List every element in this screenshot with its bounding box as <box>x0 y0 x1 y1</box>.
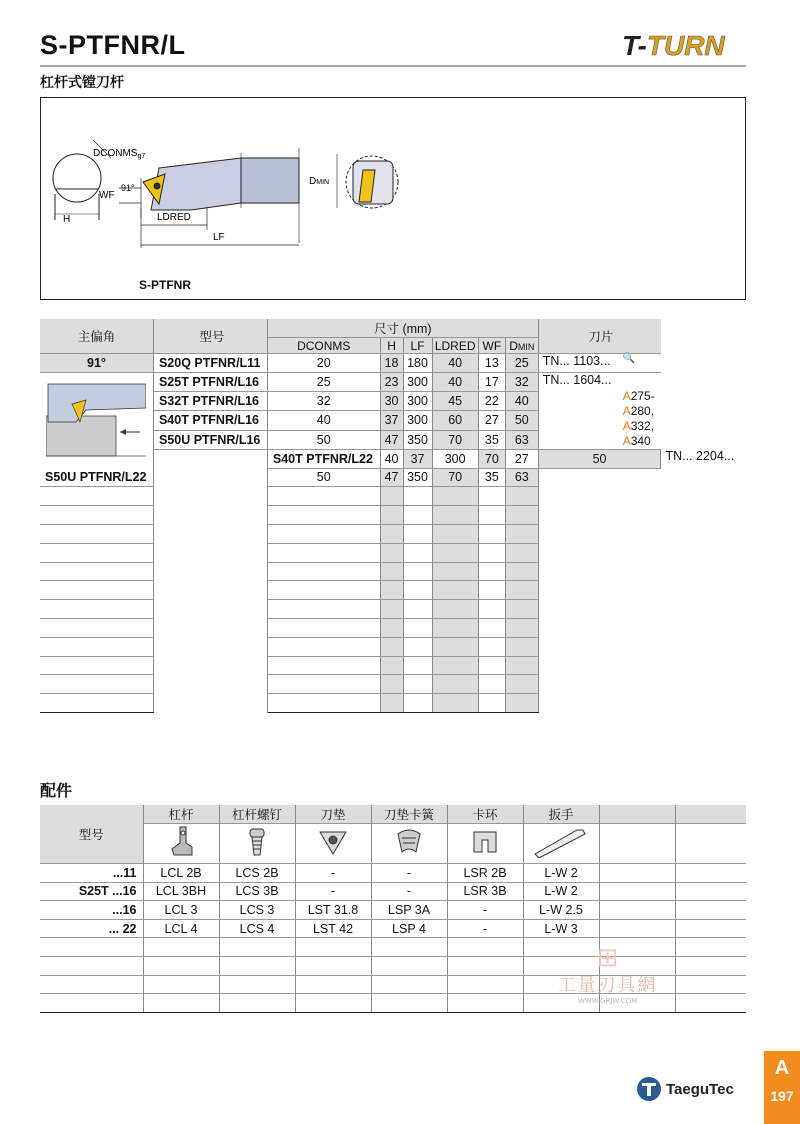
empty-row <box>40 675 746 694</box>
empty-row <box>40 562 746 581</box>
acc-col-shim-clip: 刀垫卡簧 <box>371 805 447 824</box>
cell: 50 <box>267 430 380 449</box>
cell: 180 <box>403 354 432 373</box>
cell: 70 <box>478 449 505 468</box>
page-number: 197 <box>770 1088 794 1104</box>
cell: 30 <box>380 392 403 411</box>
dim-ldred-label: LDRED <box>157 212 191 223</box>
cell: 50 <box>267 468 380 487</box>
empty-row <box>40 581 746 600</box>
acc-model-cell: ...16 <box>40 901 143 920</box>
shim-icon <box>295 824 371 864</box>
cell: - <box>295 864 371 883</box>
dim-lf-label: LF <box>213 232 225 243</box>
cell: 300 <box>403 372 432 391</box>
cell: - <box>295 882 371 901</box>
cell: - <box>371 864 447 883</box>
acc-model-cell: ... 22 <box>40 919 143 938</box>
cell: 18 <box>380 354 403 373</box>
cell: 63 <box>505 430 538 449</box>
acc-col-empty <box>599 805 675 824</box>
watermark-logo-icon: ⊞ <box>596 943 619 973</box>
empty-row <box>40 487 746 506</box>
cell: 45 <box>432 392 478 411</box>
shim-clip-icon <box>371 824 447 864</box>
empty-row <box>40 637 746 656</box>
insert-cell: TN... 1103... <box>538 354 661 373</box>
cell: 40 <box>432 372 478 391</box>
cell: 32 <box>267 392 380 411</box>
cell: LCS 4 <box>219 919 295 938</box>
cell: LSR 3B <box>447 882 523 901</box>
col-header-model: 型号 <box>153 319 267 354</box>
empty-row <box>40 618 746 637</box>
brand-logo: T-TURN <box>622 30 725 61</box>
cell: L-W 2.5 <box>523 901 599 920</box>
cell: 35 <box>478 468 505 487</box>
col-header-angle: 主偏角 <box>40 319 153 354</box>
cell: LST 42 <box>295 919 371 938</box>
cell: 27 <box>478 411 505 430</box>
section-tab <box>764 1051 800 1124</box>
dim-h-label: H <box>63 214 71 225</box>
table-row <box>40 468 746 487</box>
cell: LST 31.8 <box>295 901 371 920</box>
cell: 40 <box>267 411 380 430</box>
insert-cell: TN... 2204... <box>665 449 735 464</box>
cell: 23 <box>380 372 403 391</box>
cell: LCS 3B <box>219 882 295 901</box>
dim-dmin-label: DMIN <box>309 176 330 187</box>
empty-row <box>40 600 746 619</box>
technical-drawing <box>40 97 746 300</box>
model-cell: S50U PTFNR/L16 <box>153 430 267 449</box>
dim-wf-label: WF <box>99 190 115 201</box>
cell: 27 <box>505 449 538 468</box>
cell: L-W 2 <box>523 882 599 901</box>
col-ldred: LDRED <box>432 338 478 354</box>
acc-model-cell: S25T ...16 <box>40 882 143 901</box>
cell: LCL 2B <box>143 864 219 883</box>
cell: 350 <box>403 468 432 487</box>
catalog-ref: A275-A280, A332, A340 <box>622 388 655 448</box>
cell: 35 <box>478 430 505 449</box>
cell: 40 <box>380 449 403 468</box>
table-row <box>40 864 746 883</box>
table-row <box>40 919 746 938</box>
cell: 300 <box>432 449 478 468</box>
empty-row <box>40 524 746 543</box>
boring-bar-icon <box>46 374 146 464</box>
acc-col-shim: 刀垫 <box>295 805 371 824</box>
cell: LSP 4 <box>371 919 447 938</box>
model-cell: S20Q PTFNR/L11 <box>153 354 267 373</box>
cell: LCL 3 <box>143 901 219 920</box>
model-cell: S50U PTFNR/L22 <box>40 468 153 487</box>
model-cell: S25T PTFNR/L16 <box>153 372 267 391</box>
acc-col-empty <box>675 805 746 824</box>
cell: LCL 4 <box>143 919 219 938</box>
lever-screw-icon <box>219 824 295 864</box>
taegutec-logo: TaeguTec <box>636 1076 734 1102</box>
acc-model-cell: ...11 <box>40 864 143 883</box>
tool-drawing-svg <box>41 98 745 299</box>
cell: 13 <box>478 354 505 373</box>
cell: 25 <box>267 372 380 391</box>
col-h: H <box>380 338 403 354</box>
table-row <box>40 354 746 373</box>
cell: 37 <box>380 411 403 430</box>
model-cell: S40T PTFNR/L22 <box>267 449 380 468</box>
cell: LCL 3BH <box>143 882 219 901</box>
table-row <box>40 882 746 901</box>
cell: 300 <box>403 411 432 430</box>
cell: 50 <box>505 411 538 430</box>
col-dconms: DCONMS <box>267 338 380 354</box>
watermark: ⊞ 工量刃具網 WWW.GRJW.COM <box>545 945 670 1005</box>
dim-angle-label: 91° <box>121 183 135 193</box>
acc-col-lever-screw: 杠杆螺钉 <box>219 805 295 824</box>
model-cell: S32T PTFNR/L16 <box>153 392 267 411</box>
lever-icon <box>143 824 219 864</box>
empty-row <box>40 543 746 562</box>
cell: 60 <box>432 411 478 430</box>
empty-row <box>40 506 746 525</box>
cell: LCS 3 <box>219 901 295 920</box>
taegutec-emblem-icon <box>636 1076 662 1102</box>
cell: LCS 2B <box>219 864 295 883</box>
accessories-title: 配件 <box>40 781 73 800</box>
col-header-dims: 尺寸 (mm) <box>267 319 538 338</box>
cell: L-W 3 <box>523 919 599 938</box>
cell: 300 <box>403 392 432 411</box>
section-letter: A <box>774 1057 790 1079</box>
cell: 17 <box>478 372 505 391</box>
cell: 20 <box>267 354 380 373</box>
dim-dconms-label: $DCONMS_{g7}$ <box>93 148 146 160</box>
cell: 47 <box>380 430 403 449</box>
acc-col-wrench: 扳手 <box>523 805 599 824</box>
col-dmin: DMIN <box>505 338 538 354</box>
page-subtitle: 杠杆式镗刀杆 <box>40 75 124 91</box>
cell: - <box>447 901 523 920</box>
empty-row <box>40 694 746 713</box>
magnifier-icon: 🔍 <box>622 352 636 364</box>
model-cell: S40T PTFNR/L16 <box>153 411 267 430</box>
acc-col-lever: 杠杆 <box>143 805 219 824</box>
col-lf: LF <box>403 338 432 354</box>
cell: 22 <box>478 392 505 411</box>
holder-illustration <box>40 372 153 468</box>
page-title: S-PTFNR/L <box>40 30 186 60</box>
holder-spec-table <box>40 319 746 713</box>
cell: 350 <box>403 430 432 449</box>
cell: 70 <box>432 430 478 449</box>
table-row <box>40 901 746 920</box>
acc-col-model: 型号 <box>40 805 143 864</box>
cell: LSR 2B <box>447 864 523 883</box>
drawing-caption: S-PTFNR <box>139 278 191 292</box>
cell: 63 <box>505 468 538 487</box>
table-row <box>40 372 746 391</box>
angle-cell: 91° <box>40 354 153 373</box>
title-divider <box>40 65 746 67</box>
col-wf: WF <box>478 338 505 354</box>
empty-row <box>40 656 746 675</box>
wrench-icon <box>523 824 599 864</box>
col-header-insert: 刀片 <box>538 319 661 354</box>
cell: LSP 3A <box>371 901 447 920</box>
cell: - <box>371 882 447 901</box>
cell: L-W 2 <box>523 864 599 883</box>
cell: 25 <box>505 354 538 373</box>
cell: 37 <box>403 449 432 468</box>
cell: - <box>447 919 523 938</box>
blank-cell <box>153 449 267 712</box>
cell: 70 <box>432 468 478 487</box>
cell: 40 <box>505 392 538 411</box>
cell: 47 <box>380 468 403 487</box>
insert-cell: TN... 1604... 🔍 A275-A280, A332, A340 <box>538 372 661 449</box>
clamp-ring-icon <box>447 824 523 864</box>
cell: 40 <box>432 354 478 373</box>
acc-col-clamp: 卡环 <box>447 805 523 824</box>
cell: 32 <box>505 372 538 391</box>
cell: 50 <box>538 449 661 468</box>
